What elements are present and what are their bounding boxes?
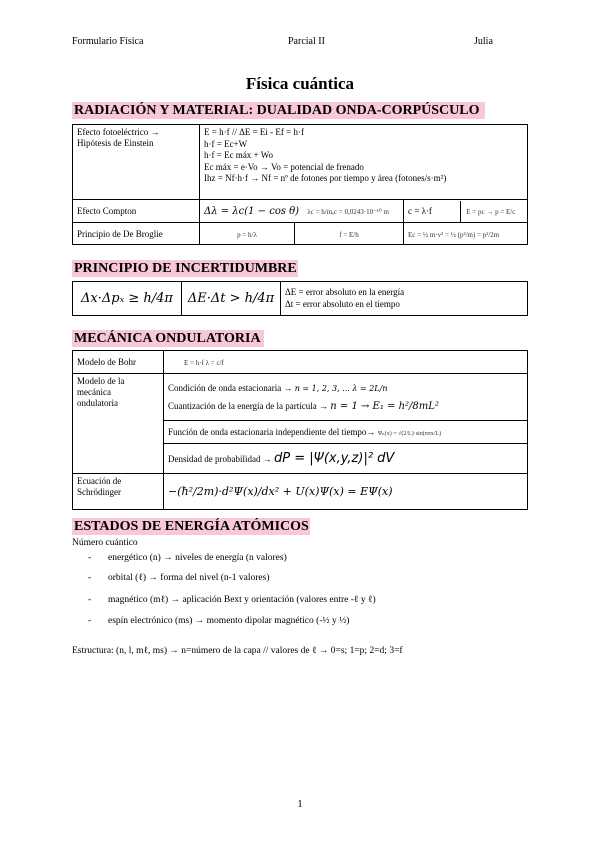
list-item-text: orbital (ℓ) → forma del nivel (n-1 valores) — [108, 573, 270, 583]
schrodinger-label: Schrödinger — [77, 487, 121, 497]
schrodinger-formula: −(ħ²/2m)·d²Ψ(x)/dx² + U(x)Ψ(x) = EΨ(x) — [168, 485, 393, 498]
incertidumbre-energia: ΔE·Δt > h/4π — [187, 291, 275, 306]
formula-line: h·f = Ec máx + Wo — [204, 150, 273, 160]
bohr-formula: E = h·f λ = c/f — [184, 359, 224, 367]
list-item-text: energético (n) → niveles de energía (n valores) — [108, 553, 287, 563]
condicion-formula: n = 1, 2, 3, ... λ = 2L/n — [294, 384, 388, 393]
bullet-dash: - — [88, 573, 92, 583]
einstein-label: Hipótesis de Einstein — [77, 138, 154, 148]
broglie-e: Ec = ½ m·v² = ½ (p²/m) = p²/2m — [408, 230, 500, 239]
broglie-p-cell — [200, 223, 295, 245]
section-mecanica-heading: MECÁNICA ONDULATORIA — [72, 330, 264, 347]
compton-formula-cell — [200, 200, 404, 223]
formula-line: h·f = Ec+W — [204, 138, 248, 149]
note-line: ΔE = error absoluto en la energía — [285, 287, 405, 297]
modelo-label-cell — [73, 374, 164, 474]
estructura-line: Estructura: (n, l, mℓ, ms) → n=número de la capa // valores de ℓ → 0=s; 1=p; 2=d; 3=f — [72, 646, 403, 656]
modelo-label: mecánica — [77, 387, 111, 397]
header-center: Parcial II — [288, 36, 325, 47]
formula-line: Ihz = Nf·h·f → Nf = nº de fotones por tiempo y área (fotones/s·m²) — [204, 173, 447, 183]
fotoelectrico-label: Efecto fotoeléctrico → — [77, 127, 160, 137]
densidad-text: Densidad de probabilidad → — [168, 454, 272, 464]
densidad-cell — [164, 444, 528, 474]
funcion-onda-text: Función de onda estacionaria independiente del tiempo→ — [168, 427, 376, 437]
schrodinger-label: Ecuación de — [77, 476, 122, 486]
page-title: Física cuántica — [245, 74, 355, 93]
condicion-line — [168, 380, 523, 397]
list-item-text: magnético (mℓ) → aplicación Bext y orientación (valores entre -ℓ y ℓ) — [108, 595, 376, 605]
list-item-text: espín electrónico (ms) → momento dipolar magnético (-½ y ½) — [108, 616, 350, 626]
formula-line: Ec máx = e·Vo → Vo = potencial de frenado — [204, 161, 364, 172]
bohr-label: Modelo de Bohr — [73, 351, 164, 374]
bullet-dash: - — [88, 553, 92, 563]
broglie-f-cell — [295, 223, 404, 245]
header-right: Julia — [474, 36, 493, 47]
compton-label: Efecto Compton — [73, 200, 200, 223]
cuantizacion-text: Cuantización de la energía de la partícula → — [168, 401, 329, 411]
incertidumbre-table — [72, 281, 528, 316]
densidad-formula: dP = |Ψ(x,y,z)|² dV — [273, 451, 395, 466]
compton-e: E = pc → p = E/c — [466, 207, 516, 216]
fotoelectrico-formulas — [200, 125, 528, 200]
incertidumbre-posicion: Δx·Δpₓ ≥ h/4π — [81, 291, 173, 306]
section-incertidumbre-heading: PRINCIPIO DE INCERTIDUMBRE — [74, 261, 297, 276]
compton-constant: λc = h/mₑc = 0,0243·10⁻¹⁰ m — [307, 207, 389, 216]
incertidumbre-cell-2 — [182, 282, 281, 316]
incertidumbre-cell-1 — [73, 282, 182, 316]
radiacion-table — [72, 124, 528, 245]
schrodinger-cell — [164, 474, 528, 510]
condicion-text: Condición de onda estacionaria → — [168, 383, 293, 393]
section-radiacion-heading: RADIACIÓN Y MATERIAL: DUALIDAD ONDA-CORPÚSCULO — [72, 102, 485, 119]
broglie-f: f = E/h — [339, 230, 359, 239]
incertidumbre-notes — [281, 282, 528, 316]
bullet-dash: - — [88, 595, 92, 605]
mecanica-table — [72, 350, 528, 510]
funcion-onda-formula: Ψₙ(x) = √(2/L)·sin(nπx/L) — [377, 431, 442, 437]
bullet-dash: - — [88, 616, 92, 626]
header-left: Formulario Física — [72, 36, 144, 47]
modelo-label: ondulatoria — [77, 398, 118, 408]
formula-line: E = h·f // ΔE = Ei - Ef = h·f — [204, 127, 304, 137]
compton-c-cell — [404, 200, 528, 223]
modelo-label: Modelo de la — [77, 376, 125, 386]
compton-c: c = λ·f — [404, 201, 461, 222]
compton-formula: Δλ = λc(1 − cos θ) — [204, 205, 300, 217]
broglie-e-cell — [404, 223, 528, 245]
page-number: 1 — [297, 798, 303, 810]
cuantizacion-formula: n = 1 → E₁ = h²/8mL² — [330, 401, 439, 412]
cuantizacion-cell — [164, 374, 528, 421]
broglie-label: Principio de De Broglie — [73, 223, 200, 245]
note-line: Δt = error absoluto en el tiempo — [285, 298, 400, 309]
bohr-formula-cell — [164, 351, 528, 374]
cuantizacion-line — [168, 397, 523, 416]
fotoelectrico-label-cell — [73, 125, 200, 200]
broglie-p: p = h/λ — [237, 230, 257, 239]
funcion-onda-cell — [164, 421, 528, 444]
estados-intro: Número cuántico — [72, 538, 138, 548]
section-estados-heading: ESTADOS DE ENERGÍA ATÓMICOS — [74, 519, 309, 534]
estados-items — [88, 553, 448, 633]
schrodinger-label-cell — [73, 474, 164, 510]
